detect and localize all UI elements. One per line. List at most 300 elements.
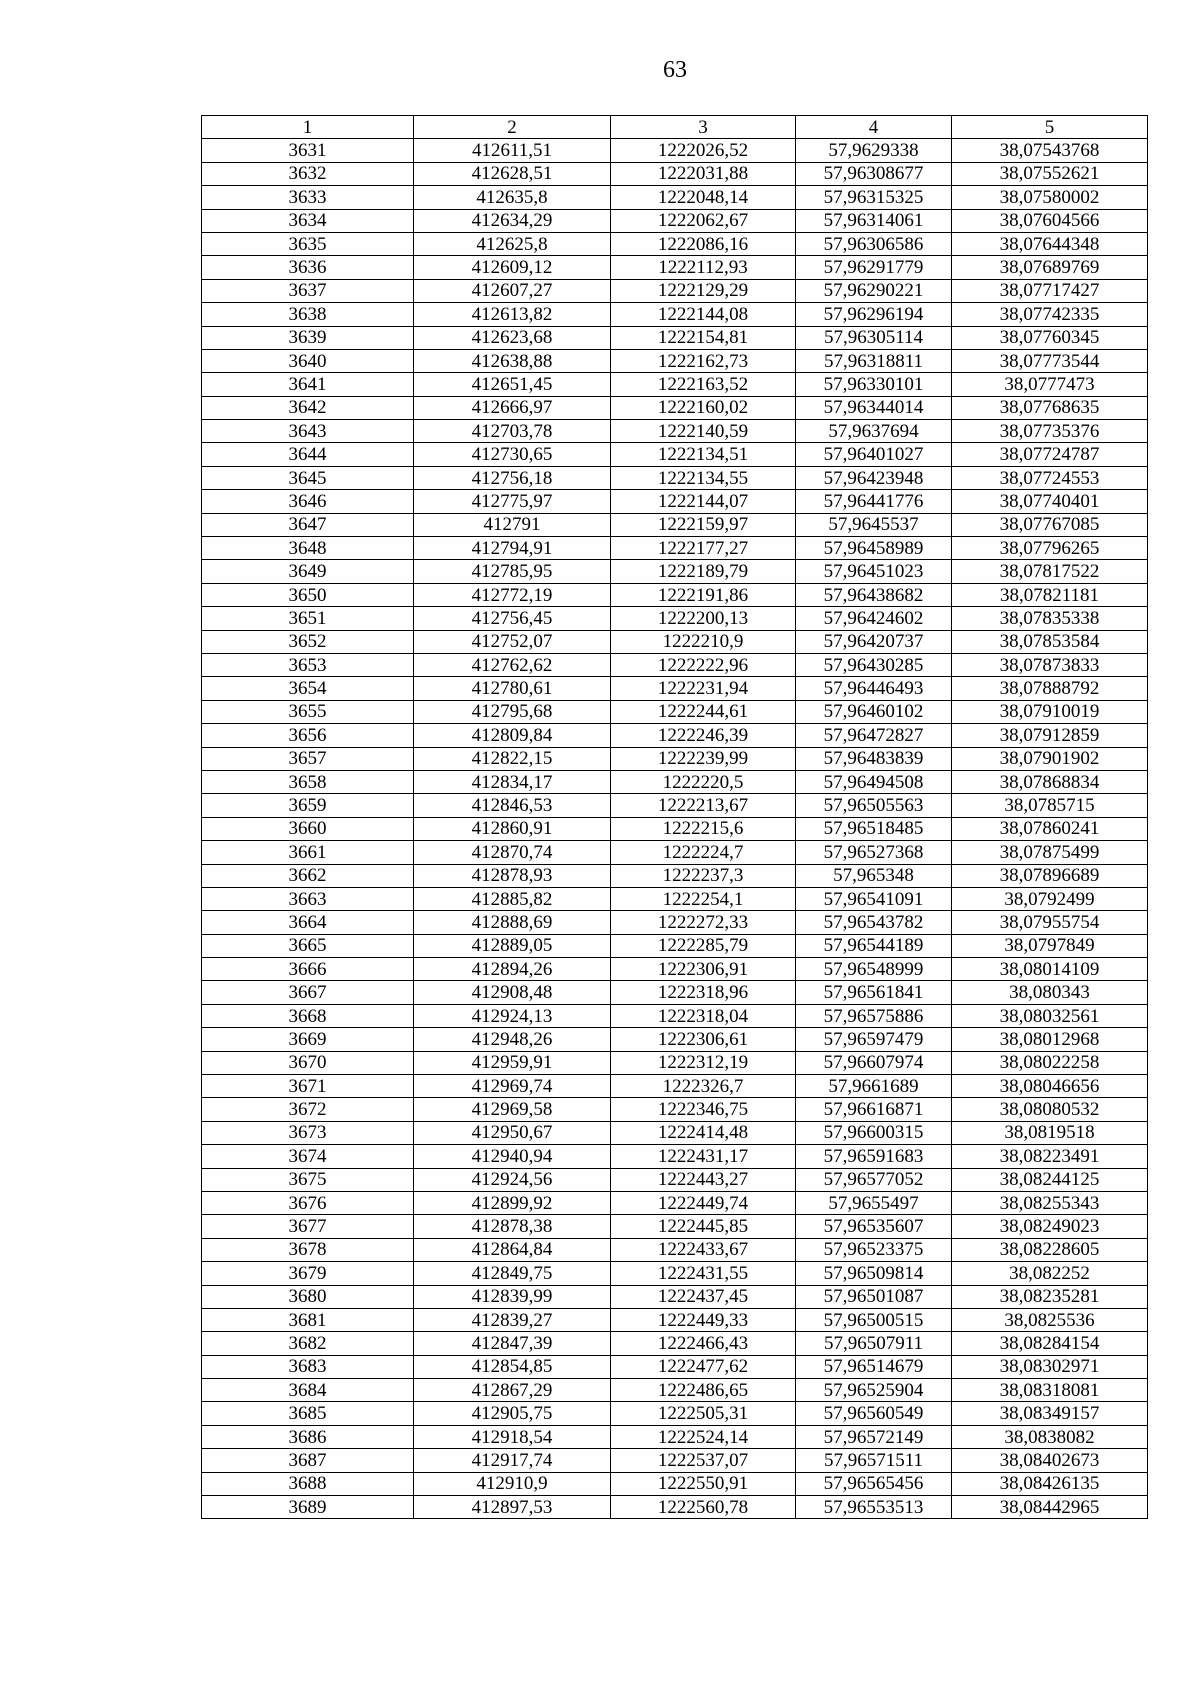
longitude-cell: 38,07717427 <box>952 279 1148 302</box>
point-number-cell: 3685 <box>202 1402 414 1425</box>
point-number-cell: 3638 <box>202 303 414 326</box>
y-coordinate-cell: 1222134,51 <box>611 443 796 466</box>
latitude-cell: 57,96571511 <box>796 1449 952 1472</box>
table-row <box>202 1215 1148 1238</box>
x-coordinate-cell: 412756,18 <box>414 466 611 489</box>
point-number-cell: 3682 <box>202 1332 414 1355</box>
table-row <box>202 209 1148 232</box>
x-coordinate-cell: 412889,05 <box>414 934 611 957</box>
longitude-cell: 38,07835338 <box>952 607 1148 630</box>
x-coordinate-cell: 412948,26 <box>414 1028 611 1051</box>
longitude-cell: 38,07817522 <box>952 560 1148 583</box>
table-row <box>202 513 1148 536</box>
table-row <box>202 724 1148 747</box>
longitude-cell: 38,07580002 <box>952 186 1148 209</box>
y-coordinate-cell: 1222431,17 <box>611 1145 796 1168</box>
latitude-cell: 57,9645537 <box>796 513 952 536</box>
x-coordinate-cell: 412809,84 <box>414 724 611 747</box>
y-coordinate-cell: 1222048,14 <box>611 186 796 209</box>
latitude-cell: 57,96572149 <box>796 1425 952 1448</box>
latitude-cell: 57,9629338 <box>796 139 952 162</box>
latitude-cell: 57,96438682 <box>796 583 952 606</box>
point-number-cell: 3673 <box>202 1121 414 1144</box>
longitude-cell: 38,0785715 <box>952 794 1148 817</box>
point-number-cell: 3665 <box>202 934 414 957</box>
table-row <box>202 1449 1148 1472</box>
longitude-cell: 38,0797849 <box>952 934 1148 957</box>
latitude-cell: 57,96306586 <box>796 232 952 255</box>
point-number-cell: 3643 <box>202 420 414 443</box>
point-number-cell: 3649 <box>202 560 414 583</box>
table-row <box>202 373 1148 396</box>
x-coordinate-cell: 412924,56 <box>414 1168 611 1191</box>
y-coordinate-cell: 1222062,67 <box>611 209 796 232</box>
x-coordinate-cell: 412917,74 <box>414 1449 611 1472</box>
table-row <box>202 1075 1148 1098</box>
point-number-cell: 3635 <box>202 232 414 255</box>
point-number-cell: 3640 <box>202 349 414 372</box>
x-coordinate-cell: 412752,07 <box>414 630 611 653</box>
longitude-cell: 38,0777473 <box>952 373 1148 396</box>
page-number: 63 <box>663 57 687 83</box>
latitude-cell: 57,96575886 <box>796 1004 952 1027</box>
x-coordinate-cell: 412795,68 <box>414 700 611 723</box>
x-coordinate-cell: 412959,91 <box>414 1051 611 1074</box>
latitude-cell: 57,96446493 <box>796 677 952 700</box>
longitude-cell: 38,0825536 <box>952 1308 1148 1331</box>
y-coordinate-cell: 1222466,43 <box>611 1332 796 1355</box>
x-coordinate-cell: 412908,48 <box>414 981 611 1004</box>
table-row <box>202 186 1148 209</box>
y-coordinate-cell: 1222213,67 <box>611 794 796 817</box>
point-number-cell: 3642 <box>202 396 414 419</box>
column-header-3: 3 <box>611 116 796 139</box>
latitude-cell: 57,96500515 <box>796 1308 952 1331</box>
table-row <box>202 1472 1148 1495</box>
x-coordinate-cell: 412924,13 <box>414 1004 611 1027</box>
point-number-cell: 3681 <box>202 1308 414 1331</box>
y-coordinate-cell: 1222134,55 <box>611 466 796 489</box>
latitude-cell: 57,96607974 <box>796 1051 952 1074</box>
column-header-4: 4 <box>796 116 952 139</box>
latitude-cell: 57,96344014 <box>796 396 952 419</box>
longitude-cell: 38,07604566 <box>952 209 1148 232</box>
table-row <box>202 1308 1148 1331</box>
y-coordinate-cell: 1222505,31 <box>611 1402 796 1425</box>
y-coordinate-cell: 1222200,13 <box>611 607 796 630</box>
x-coordinate-cell: 412846,53 <box>414 794 611 817</box>
x-coordinate-cell: 412839,99 <box>414 1285 611 1308</box>
y-coordinate-cell: 1222189,79 <box>611 560 796 583</box>
longitude-cell: 38,08244125 <box>952 1168 1148 1191</box>
x-coordinate-cell: 412634,29 <box>414 209 611 232</box>
point-number-cell: 3632 <box>202 162 414 185</box>
table-row <box>202 1496 1148 1519</box>
latitude-cell: 57,9661689 <box>796 1075 952 1098</box>
table-row <box>202 700 1148 723</box>
longitude-cell: 38,0792499 <box>952 887 1148 910</box>
y-coordinate-cell: 1222031,88 <box>611 162 796 185</box>
longitude-cell: 38,08318081 <box>952 1379 1148 1402</box>
table-row <box>202 1098 1148 1121</box>
x-coordinate-cell: 412940,94 <box>414 1145 611 1168</box>
point-number-cell: 3659 <box>202 794 414 817</box>
table-row <box>202 1168 1148 1191</box>
point-number-cell: 3675 <box>202 1168 414 1191</box>
y-coordinate-cell: 1222144,07 <box>611 490 796 513</box>
longitude-cell: 38,08080532 <box>952 1098 1148 1121</box>
y-coordinate-cell: 1222112,93 <box>611 256 796 279</box>
longitude-cell: 38,08046656 <box>952 1075 1148 1098</box>
longitude-cell: 38,08235281 <box>952 1285 1148 1308</box>
longitude-cell: 38,07735376 <box>952 420 1148 443</box>
y-coordinate-cell: 1222433,67 <box>611 1238 796 1261</box>
point-number-cell: 3688 <box>202 1472 414 1495</box>
table-row <box>202 490 1148 513</box>
longitude-cell: 38,08255343 <box>952 1191 1148 1214</box>
latitude-cell: 57,96423948 <box>796 466 952 489</box>
table-row <box>202 934 1148 957</box>
x-coordinate-cell: 412878,93 <box>414 864 611 887</box>
point-number-cell: 3674 <box>202 1145 414 1168</box>
y-coordinate-cell: 1222222,96 <box>611 653 796 676</box>
y-coordinate-cell: 1222449,33 <box>611 1308 796 1331</box>
longitude-cell: 38,0819518 <box>952 1121 1148 1144</box>
latitude-cell: 57,96597479 <box>796 1028 952 1051</box>
longitude-cell: 38,07821181 <box>952 583 1148 606</box>
point-number-cell: 3662 <box>202 864 414 887</box>
x-coordinate-cell: 412834,17 <box>414 770 611 793</box>
longitude-cell: 38,082252 <box>952 1262 1148 1285</box>
x-coordinate-cell: 412839,27 <box>414 1308 611 1331</box>
table-row <box>202 1191 1148 1214</box>
table-row <box>202 1145 1148 1168</box>
latitude-cell: 57,9655497 <box>796 1191 952 1214</box>
table-row <box>202 420 1148 443</box>
y-coordinate-cell: 1222346,75 <box>611 1098 796 1121</box>
longitude-cell: 38,07901902 <box>952 747 1148 770</box>
point-number-cell: 3686 <box>202 1425 414 1448</box>
point-number-cell: 3668 <box>202 1004 414 1027</box>
x-coordinate-cell: 412775,97 <box>414 490 611 513</box>
latitude-cell: 57,96308677 <box>796 162 952 185</box>
y-coordinate-cell: 1222220,5 <box>611 770 796 793</box>
longitude-cell: 38,080343 <box>952 981 1148 1004</box>
longitude-cell: 38,07860241 <box>952 817 1148 840</box>
y-coordinate-cell: 1222437,45 <box>611 1285 796 1308</box>
table-row <box>202 887 1148 910</box>
latitude-cell: 57,96430285 <box>796 653 952 676</box>
y-coordinate-cell: 1222312,19 <box>611 1051 796 1074</box>
y-coordinate-cell: 1222477,62 <box>611 1355 796 1378</box>
x-coordinate-cell: 412791 <box>414 513 611 536</box>
point-number-cell: 3678 <box>202 1238 414 1261</box>
latitude-cell: 57,96565456 <box>796 1472 952 1495</box>
table-row <box>202 1238 1148 1261</box>
point-number-cell: 3667 <box>202 981 414 1004</box>
longitude-cell: 38,08014109 <box>952 958 1148 981</box>
longitude-cell: 38,07955754 <box>952 911 1148 934</box>
x-coordinate-cell: 412772,19 <box>414 583 611 606</box>
longitude-cell: 38,07742335 <box>952 303 1148 326</box>
table-row <box>202 349 1148 372</box>
longitude-cell: 38,07868834 <box>952 770 1148 793</box>
y-coordinate-cell: 1222449,74 <box>611 1191 796 1214</box>
latitude-cell: 57,96525904 <box>796 1379 952 1402</box>
latitude-cell: 57,96420737 <box>796 630 952 653</box>
y-coordinate-cell: 1222326,7 <box>611 1075 796 1098</box>
longitude-cell: 38,07724553 <box>952 466 1148 489</box>
table-row <box>202 560 1148 583</box>
x-coordinate-cell: 412888,69 <box>414 911 611 934</box>
latitude-cell: 57,96472827 <box>796 724 952 747</box>
longitude-cell: 38,07773544 <box>952 349 1148 372</box>
latitude-cell: 57,96483839 <box>796 747 952 770</box>
latitude-cell: 57,96523375 <box>796 1238 952 1261</box>
x-coordinate-cell: 412899,92 <box>414 1191 611 1214</box>
longitude-cell: 38,08426135 <box>952 1472 1148 1495</box>
x-coordinate-cell: 412897,53 <box>414 1496 611 1519</box>
latitude-cell: 57,96290221 <box>796 279 952 302</box>
point-number-cell: 3653 <box>202 653 414 676</box>
longitude-cell: 38,08032561 <box>952 1004 1148 1027</box>
x-coordinate-cell: 412703,78 <box>414 420 611 443</box>
longitude-cell: 38,08228605 <box>952 1238 1148 1261</box>
point-number-cell: 3672 <box>202 1098 414 1121</box>
x-coordinate-cell: 412628,51 <box>414 162 611 185</box>
y-coordinate-cell: 1222318,96 <box>611 981 796 1004</box>
y-coordinate-cell: 1222318,04 <box>611 1004 796 1027</box>
latitude-cell: 57,96518485 <box>796 817 952 840</box>
longitude-cell: 38,07910019 <box>952 700 1148 723</box>
x-coordinate-cell: 412613,82 <box>414 303 611 326</box>
column-header-2: 2 <box>414 116 611 139</box>
x-coordinate-cell: 412878,38 <box>414 1215 611 1238</box>
latitude-cell: 57,96296194 <box>796 303 952 326</box>
longitude-cell: 38,08302971 <box>952 1355 1148 1378</box>
y-coordinate-cell: 1222272,33 <box>611 911 796 934</box>
x-coordinate-cell: 412969,74 <box>414 1075 611 1098</box>
column-header-1: 1 <box>202 116 414 139</box>
x-coordinate-cell: 412730,65 <box>414 443 611 466</box>
table-row <box>202 256 1148 279</box>
longitude-cell: 38,07873833 <box>952 653 1148 676</box>
table-row <box>202 794 1148 817</box>
y-coordinate-cell: 1222239,99 <box>611 747 796 770</box>
y-coordinate-cell: 1222210,9 <box>611 630 796 653</box>
latitude-cell: 57,96600315 <box>796 1121 952 1144</box>
latitude-cell: 57,96535607 <box>796 1215 952 1238</box>
point-number-cell: 3633 <box>202 186 414 209</box>
y-coordinate-cell: 1222191,86 <box>611 583 796 606</box>
point-number-cell: 3687 <box>202 1449 414 1472</box>
point-number-cell: 3650 <box>202 583 414 606</box>
longitude-cell: 38,08284154 <box>952 1332 1148 1355</box>
longitude-cell: 38,07689769 <box>952 256 1148 279</box>
point-number-cell: 3636 <box>202 256 414 279</box>
latitude-cell: 57,96544189 <box>796 934 952 957</box>
x-coordinate-cell: 412609,12 <box>414 256 611 279</box>
y-coordinate-cell: 1222537,07 <box>611 1449 796 1472</box>
y-coordinate-cell: 1222026,52 <box>611 139 796 162</box>
latitude-cell: 57,96401027 <box>796 443 952 466</box>
latitude-cell: 57,96543782 <box>796 911 952 934</box>
latitude-cell: 57,96424602 <box>796 607 952 630</box>
x-coordinate-cell: 412822,15 <box>414 747 611 770</box>
table-row <box>202 396 1148 419</box>
y-coordinate-cell: 1222285,79 <box>611 934 796 957</box>
y-coordinate-cell: 1222237,3 <box>611 864 796 887</box>
point-number-cell: 3689 <box>202 1496 414 1519</box>
table-body <box>202 139 1148 1519</box>
y-coordinate-cell: 1222254,1 <box>611 887 796 910</box>
point-number-cell: 3679 <box>202 1262 414 1285</box>
point-number-cell: 3660 <box>202 817 414 840</box>
longitude-cell: 38,07888792 <box>952 677 1148 700</box>
x-coordinate-cell: 412762,62 <box>414 653 611 676</box>
table-row <box>202 677 1148 700</box>
y-coordinate-cell: 1222086,16 <box>611 232 796 255</box>
point-number-cell: 3646 <box>202 490 414 513</box>
point-number-cell: 3680 <box>202 1285 414 1308</box>
longitude-cell: 38,0838082 <box>952 1425 1148 1448</box>
table-row <box>202 443 1148 466</box>
y-coordinate-cell: 1222246,39 <box>611 724 796 747</box>
point-number-cell: 3648 <box>202 537 414 560</box>
longitude-cell: 38,07853584 <box>952 630 1148 653</box>
latitude-cell: 57,96460102 <box>796 700 952 723</box>
longitude-cell: 38,07796265 <box>952 537 1148 560</box>
table-row <box>202 326 1148 349</box>
table-row <box>202 1051 1148 1074</box>
longitude-cell: 38,08022258 <box>952 1051 1148 1074</box>
point-number-cell: 3676 <box>202 1191 414 1214</box>
latitude-cell: 57,96451023 <box>796 560 952 583</box>
table-row <box>202 817 1148 840</box>
x-coordinate-cell: 412611,51 <box>414 139 611 162</box>
table-row <box>202 139 1148 162</box>
point-number-cell: 3684 <box>202 1379 414 1402</box>
longitude-cell: 38,07767085 <box>952 513 1148 536</box>
latitude-cell: 57,96501087 <box>796 1285 952 1308</box>
table-row <box>202 747 1148 770</box>
table-row <box>202 1028 1148 1051</box>
latitude-cell: 57,96561841 <box>796 981 952 1004</box>
point-number-cell: 3670 <box>202 1051 414 1074</box>
point-number-cell: 3669 <box>202 1028 414 1051</box>
latitude-cell: 57,96591683 <box>796 1145 952 1168</box>
table-row <box>202 981 1148 1004</box>
x-coordinate-cell: 412785,95 <box>414 560 611 583</box>
y-coordinate-cell: 1222550,91 <box>611 1472 796 1495</box>
latitude-cell: 57,96291779 <box>796 256 952 279</box>
y-coordinate-cell: 1222160,02 <box>611 396 796 419</box>
y-coordinate-cell: 1222177,27 <box>611 537 796 560</box>
latitude-cell: 57,96527368 <box>796 841 952 864</box>
table-row <box>202 1285 1148 1308</box>
latitude-cell: 57,96494508 <box>796 770 952 793</box>
x-coordinate-cell: 412950,67 <box>414 1121 611 1144</box>
latitude-cell: 57,96318811 <box>796 349 952 372</box>
latitude-cell: 57,96553513 <box>796 1496 952 1519</box>
latitude-cell: 57,96509814 <box>796 1262 952 1285</box>
table-header <box>202 116 1148 139</box>
x-coordinate-cell: 412638,88 <box>414 349 611 372</box>
table-row <box>202 537 1148 560</box>
y-coordinate-cell: 1222560,78 <box>611 1496 796 1519</box>
table-row <box>202 162 1148 185</box>
y-coordinate-cell: 1222215,6 <box>611 817 796 840</box>
latitude-cell: 57,96305114 <box>796 326 952 349</box>
point-number-cell: 3647 <box>202 513 414 536</box>
point-number-cell: 3683 <box>202 1355 414 1378</box>
y-coordinate-cell: 1222154,81 <box>611 326 796 349</box>
table-row <box>202 466 1148 489</box>
y-coordinate-cell: 1222140,59 <box>611 420 796 443</box>
table-row <box>202 1121 1148 1144</box>
longitude-cell: 38,07740401 <box>952 490 1148 513</box>
longitude-cell: 38,07912859 <box>952 724 1148 747</box>
longitude-cell: 38,07760345 <box>952 326 1148 349</box>
y-coordinate-cell: 1222306,91 <box>611 958 796 981</box>
longitude-cell: 38,08402673 <box>952 1449 1148 1472</box>
x-coordinate-cell: 412794,91 <box>414 537 611 560</box>
point-number-cell: 3658 <box>202 770 414 793</box>
point-number-cell: 3657 <box>202 747 414 770</box>
point-number-cell: 3671 <box>202 1075 414 1098</box>
table-row <box>202 607 1148 630</box>
longitude-cell: 38,07552621 <box>952 162 1148 185</box>
y-coordinate-cell: 1222445,85 <box>611 1215 796 1238</box>
table-row <box>202 1425 1148 1448</box>
header-row <box>202 116 1148 139</box>
point-number-cell: 3631 <box>202 139 414 162</box>
latitude-cell: 57,96577052 <box>796 1168 952 1191</box>
longitude-cell: 38,07768635 <box>952 396 1148 419</box>
longitude-cell: 38,08349157 <box>952 1402 1148 1425</box>
table-row <box>202 1262 1148 1285</box>
latitude-cell: 57,96507911 <box>796 1332 952 1355</box>
point-number-cell: 3644 <box>202 443 414 466</box>
y-coordinate-cell: 1222244,61 <box>611 700 796 723</box>
y-coordinate-cell: 1222129,29 <box>611 279 796 302</box>
latitude-cell: 57,96541091 <box>796 887 952 910</box>
table-row <box>202 630 1148 653</box>
longitude-cell: 38,07543768 <box>952 139 1148 162</box>
x-coordinate-cell: 412854,85 <box>414 1355 611 1378</box>
table-row <box>202 1004 1148 1027</box>
y-coordinate-cell: 1222524,14 <box>611 1425 796 1448</box>
table-row <box>202 911 1148 934</box>
latitude-cell: 57,96314061 <box>796 209 952 232</box>
x-coordinate-cell: 412651,45 <box>414 373 611 396</box>
y-coordinate-cell: 1222162,73 <box>611 349 796 372</box>
point-number-cell: 3677 <box>202 1215 414 1238</box>
table-row <box>202 1379 1148 1402</box>
x-coordinate-cell: 412756,45 <box>414 607 611 630</box>
point-number-cell: 3655 <box>202 700 414 723</box>
point-number-cell: 3654 <box>202 677 414 700</box>
point-number-cell: 3664 <box>202 911 414 934</box>
point-number-cell: 3641 <box>202 373 414 396</box>
longitude-cell: 38,08249023 <box>952 1215 1148 1238</box>
x-coordinate-cell: 412623,68 <box>414 326 611 349</box>
point-number-cell: 3645 <box>202 466 414 489</box>
y-coordinate-cell: 1222224,7 <box>611 841 796 864</box>
point-number-cell: 3663 <box>202 887 414 910</box>
x-coordinate-cell: 412867,29 <box>414 1379 611 1402</box>
longitude-cell: 38,08012968 <box>952 1028 1148 1051</box>
